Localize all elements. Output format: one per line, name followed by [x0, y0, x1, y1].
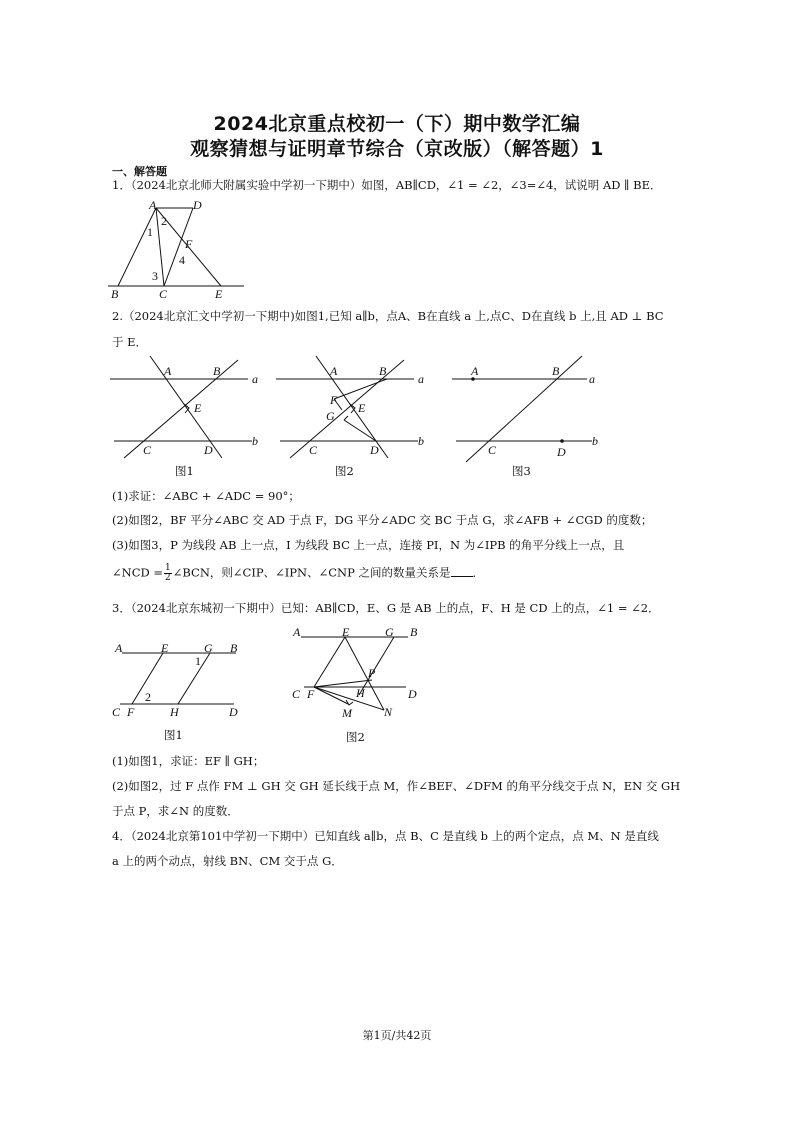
page-title-line2: 观察猜想与证明章节综合（京改版）（解答题）1	[190, 138, 604, 160]
q3-fig1-caption: 图1	[164, 728, 183, 742]
q3-f2-label-G: G	[385, 625, 394, 639]
fraction-one-half	[164, 564, 172, 583]
q1-label-2: 2	[161, 214, 167, 228]
q3-f2-label-A: A	[293, 625, 301, 639]
q2-f2-label-A: A	[330, 364, 338, 378]
q2-f2-label-F: F	[330, 393, 338, 407]
q2-f3-label-A: A	[471, 364, 479, 378]
q1-label-D: D	[193, 198, 202, 212]
q3-f2-label-P: P	[368, 666, 376, 680]
q3-f1-label-A: A	[115, 641, 123, 655]
q1-label-1: 1	[147, 225, 153, 239]
q2-f3-label-C: C	[488, 443, 497, 457]
q3-f2-label-H: H	[356, 686, 365, 700]
q2-f3-label-a: a	[589, 372, 595, 386]
q3-f2-label-B: B	[410, 625, 418, 639]
page-footer: 第1页/共42页	[362, 1029, 432, 1042]
q2-line2: 于 E．	[112, 335, 148, 349]
q1-label-F: F	[185, 237, 193, 251]
q2-fig3-caption: 图3	[512, 464, 531, 478]
q3-f2-label-M: M	[342, 706, 352, 720]
q1-label-3: 3	[152, 269, 158, 283]
q2-f1-label-C: C	[143, 443, 152, 457]
q2-part3-post: ∠BCN，则∠CIP、∠IPN、∠CNP 之间的数量关系是	[172, 565, 451, 580]
q3-f1-label-H: H	[170, 705, 179, 719]
q2-part1: (1)求证：∠ABC + ∠ADC = 90°；	[112, 489, 300, 503]
q2-f3-label-B: B	[552, 364, 560, 378]
q2-f1-label-b: b	[252, 434, 258, 448]
q2-f1-label-a: a	[252, 372, 258, 386]
q2-part3-end: ．	[472, 565, 484, 580]
q2-f2-label-C: C	[309, 443, 318, 457]
q2-f1-label-D: D	[204, 443, 213, 457]
q1-figure	[108, 198, 248, 300]
q2-part3-line2	[112, 564, 484, 583]
q2-figure2	[276, 352, 431, 462]
q2-part3-line1: (3)如图3，P 为线段 AB 上一点，I 为线段 BC 上一点，连接 PI，N 为∠IPB 的角平分线上一点，且	[112, 538, 625, 552]
q2-figure3	[452, 352, 602, 462]
q2-f2-label-B: B	[379, 364, 387, 378]
q3-f2-label-D: D	[408, 687, 417, 701]
q2-part2: (2)如图2，BF 平分∠ABC 交 AD 于点 F，DG 平分∠ADC 交 BC 于点 G，求∠AFB + ∠CGD 的度数；	[112, 513, 653, 527]
q2-f2-label-G: G	[326, 409, 335, 423]
q2-f2-label-b: b	[418, 434, 424, 448]
q1-label-A: A	[149, 198, 157, 212]
q3-f1-label-E: E	[161, 641, 169, 655]
q3-f1-label-D: D	[229, 705, 238, 719]
q3-f1-label-B: B	[230, 641, 238, 655]
q2-f2-label-D: D	[370, 443, 379, 457]
q1-label-C: C	[159, 287, 168, 301]
q3-text: 3．（2024北京东城初一下期中）已知：AB∥CD，E、G 是 AB 上的点，F、H 是 CD 上的点，∠1 = ∠2．	[112, 601, 660, 615]
q3-f1-label-1: 1	[195, 654, 201, 668]
q2-f1-label-A: A	[164, 364, 172, 378]
q4-line2: a 上的两个动点，射线 BN、CM 交于点 G．	[112, 854, 343, 868]
q2-fig1-caption: 图1	[175, 464, 194, 478]
q2-f2-label-a: a	[418, 372, 424, 386]
q3-f1-label-G: G	[204, 641, 213, 655]
q3-part1: (1)如图1，求证：EF ∥ GH；	[112, 754, 265, 768]
q3-f1-label-2: 2	[145, 690, 151, 704]
q3-fig2-caption: 图2	[346, 730, 365, 744]
q3-part2-line1: (2)如图2，过 F 点作 FM ⊥ GH 交 GH 延长线于点 M，作∠BEF、∠DFM 的角平分线交于点 N，EN 交 GH	[112, 779, 681, 793]
q3-figure2	[290, 624, 425, 724]
q2-f3-label-D: D	[557, 445, 566, 459]
section-heading: 一、解答题	[112, 165, 167, 178]
answer-blank[interactable]	[451, 566, 473, 577]
q3-part2-line2: 于点 P，求∠N 的度数．	[112, 804, 239, 818]
q2-f2-label-E: E	[358, 401, 366, 415]
q1-label-B: B	[111, 287, 119, 301]
q2-figure1	[110, 352, 265, 462]
q3-f2-label-E: E	[342, 625, 350, 639]
q2-line1: 2.（2024北京汇文中学初一下期中)如图1,已知 a∥b，点A、B在直线 a 上,点C、D在直线 b 上,且 AD ⊥ BC	[112, 309, 664, 323]
q3-f2-label-C: C	[292, 687, 301, 701]
q1-text: 1．（2024北京北师大附属实验中学初一下期中）如图，AB∥CD，∠1 = ∠2，∠3=∠4，试说明 AD ∥ BE．	[112, 178, 662, 192]
q1-label-E: E	[215, 287, 223, 301]
q2-f3-label-b: b	[592, 434, 598, 448]
fraction-numerator: 1	[165, 563, 171, 573]
fraction-denominator: 2	[165, 573, 171, 583]
q3-f2-label-F: F	[307, 687, 315, 701]
q2-fig2-caption: 图2	[335, 464, 354, 478]
q1-label-4: 4	[179, 253, 185, 267]
q3-f2-label-N: N	[384, 705, 393, 719]
q3-f1-label-F: F	[127, 705, 135, 719]
q3-figure1	[112, 636, 252, 721]
q2-part3-pre: ∠NCD =	[112, 565, 164, 580]
q2-f1-label-B: B	[213, 364, 221, 378]
page-title-line1: 2024北京重点校初一（下）期中数学汇编	[213, 113, 581, 135]
q4-line1: 4．（2024北京第101中学初一下期中）已知直线 a∥b，点 B、C 是直线 b 上的两个定点，点 M、N 是直线	[112, 829, 659, 843]
q3-f1-label-C: C	[112, 705, 121, 719]
q2-f1-label-E: E	[194, 401, 202, 415]
